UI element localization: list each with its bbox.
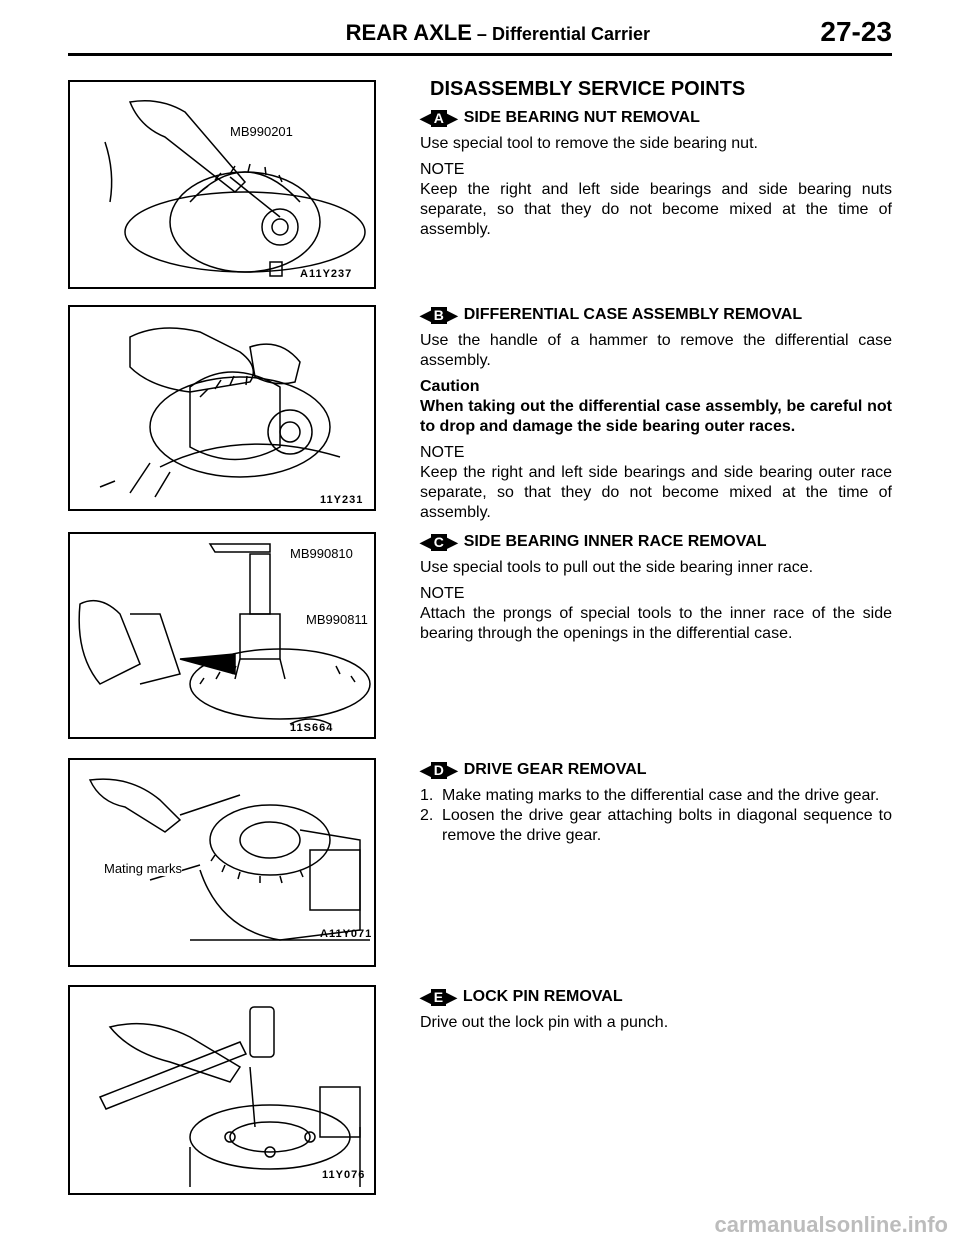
illustration-wrench-on-carrier: [70, 82, 374, 287]
section-b-body: Use the handle of a hammer to remove the differential case assembly.: [420, 332, 892, 369]
section-c-badge: [420, 532, 458, 552]
section-letter: C: [431, 534, 447, 551]
section-b-heading-text: DIFFERENTIAL CASE ASSEMBLY REMOVAL: [463, 306, 803, 323]
section-b-heading: [420, 305, 892, 325]
section-e-heading: [420, 987, 892, 1007]
callout-mating-marks: Mating marks: [104, 861, 183, 876]
section-a-note-text: Keep the right and left side bearings and side bearing nuts separate, so that they do not become mixed at the time of assembly.: [420, 181, 892, 238]
header-title-main: REAR AXLE: [345, 20, 472, 45]
figure-inner-race-removal: [68, 532, 376, 739]
figure-drive-gear-removal: [68, 758, 376, 967]
left-triangle-icon: ◀: [420, 762, 431, 778]
step-text: Loosen the drive gear attaching bolts in diagonal sequence to remove the drive gear.: [442, 807, 892, 844]
figure-lock-pin-removal: [68, 985, 376, 1195]
left-triangle-icon: ◀: [420, 989, 431, 1005]
header-title-dash: –: [471, 24, 492, 44]
left-triangle-icon: ◀: [420, 307, 431, 323]
callout-mb990811: MB990811: [306, 612, 368, 627]
left-triangle-icon: ◀: [420, 110, 431, 126]
section-d: [420, 760, 892, 846]
section-b-caution-label: Caution: [420, 378, 480, 395]
section-letter: D: [431, 762, 447, 779]
callout-mb990810: MB990810: [290, 546, 353, 561]
section-a-note-label: NOTE: [420, 161, 465, 178]
illustration-bearing-puller: [70, 534, 374, 737]
header-title-sub: Differential Carrier: [491, 24, 650, 44]
list-number: 2.: [420, 807, 434, 824]
section-b-caution-text: When taking out the differential case assembly, be careful not to drop and damage the side bearing outer races.: [420, 398, 892, 435]
illustration-hammer-punch: [70, 987, 374, 1193]
section-e-heading-text: LOCK PIN REMOVAL: [462, 988, 623, 1005]
illustration-hands-lifting-case: [70, 307, 374, 509]
section-a-heading: [420, 108, 892, 128]
figure-side-bearing-nut: [68, 80, 376, 289]
section-c-heading-text: SIDE BEARING INNER RACE REMOVAL: [463, 533, 767, 550]
page-number: 27-23: [820, 16, 892, 47]
section-b-badge: [420, 305, 458, 325]
section-c-note-text: Attach the prongs of special tools to the inner race of the side bearing through the openings in the differential case.: [420, 605, 892, 642]
list-item: [420, 806, 892, 846]
section-b-note-label: NOTE: [420, 444, 465, 461]
section-c-body: Use special tools to pull out the side bearing inner race.: [420, 559, 814, 576]
section-d-heading: [420, 760, 892, 780]
figure-differential-case-removal: [68, 305, 376, 511]
page-header-title: [0, 20, 650, 46]
section-a-body: Use special tool to remove the side bearing nut.: [420, 135, 758, 152]
section-c-heading: [420, 532, 892, 552]
section-b: [420, 305, 892, 529]
right-triangle-icon: ▶: [446, 307, 458, 323]
step-text: Make mating marks to the differential case and the drive gear.: [442, 787, 880, 804]
right-triangle-icon: ▶: [446, 534, 458, 550]
list-number: 1.: [420, 787, 434, 804]
section-d-heading-text: DRIVE GEAR REMOVAL: [463, 761, 647, 778]
list-item: [420, 786, 892, 806]
figure-id: A11Y237: [300, 268, 353, 280]
section-e: [420, 987, 892, 1039]
left-triangle-icon: ◀: [420, 534, 431, 550]
section-d-badge: [420, 760, 458, 780]
callout-mb990201: MB990201: [230, 124, 293, 139]
figure-id: 11Y076: [322, 1169, 366, 1181]
section-e-body: Drive out the lock pin with a punch.: [420, 1014, 669, 1031]
right-triangle-icon: ▶: [446, 110, 458, 126]
section-a-heading-text: SIDE BEARING NUT REMOVAL: [463, 109, 700, 126]
section-a: [420, 108, 892, 246]
section-letter: B: [431, 307, 447, 324]
section-b-note-text: Keep the right and left side bearings and side bearing outer race separate, so that they do not become mixed at the time of assembly.: [420, 464, 892, 521]
section-c: [420, 532, 892, 650]
section-letter: A: [431, 110, 447, 127]
header-rule: [68, 53, 892, 56]
watermark: carmanualsonline.info: [714, 1212, 948, 1237]
figure-id: 11Y231: [320, 494, 364, 506]
section-c-note-label: NOTE: [420, 585, 465, 602]
section-e-badge: [420, 987, 457, 1007]
right-triangle-icon: ▶: [446, 989, 457, 1005]
section-title: DISASSEMBLY SERVICE POINTS: [430, 78, 746, 100]
section-letter: E: [431, 989, 446, 1006]
right-triangle-icon: ▶: [446, 762, 458, 778]
figure-id: A11Y071: [320, 928, 373, 940]
section-a-badge: [420, 108, 458, 128]
figure-id: 11S664: [290, 722, 334, 734]
